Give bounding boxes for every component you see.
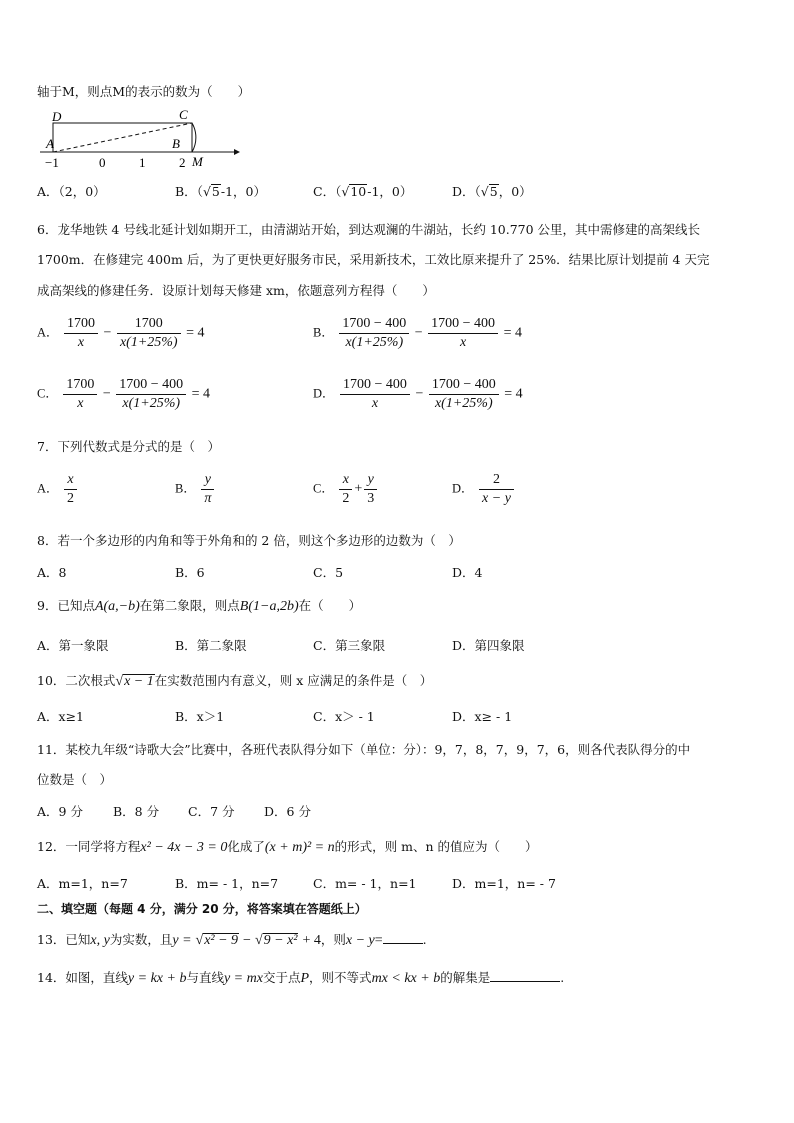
tick-2: 2 — [179, 155, 186, 170]
q11-option-a: A．9 分 — [37, 804, 83, 819]
label-A: A — [46, 136, 54, 151]
q9-stem: 9．已知点A(a,−b)在第二象限，则点B(1−a,2b)在（ ） — [37, 598, 362, 614]
q9-option-d: D．第四象限 — [452, 638, 525, 653]
q8-option-b: B．6 — [175, 565, 205, 580]
section-2-heading: 二、填空题（每题 4 分，满分 20 分，将答案填在答题纸上） — [37, 902, 367, 916]
q11-option-c: C．7 分 — [188, 804, 235, 819]
q5-option-b: B．（√5-1，0） — [175, 184, 267, 199]
tick-1: 1 — [139, 155, 146, 170]
q5-option-d: D．（√5，0） — [452, 184, 532, 199]
q7-option-a: A． $\frac{x}{2}$ — [37, 472, 79, 507]
q6-option-a: A． $\frac{1700}{x}$ − $\frac{1700}{x(1+25\%)}$ = 4 — [37, 316, 205, 350]
q7-option-c: C． $\frac{x}{2}$ + $\frac{y}{3}$ — [313, 472, 379, 507]
q12-stem: 12．一同学将方程x² − 4x − 3 = 0化成了(x + m)² = n的形式，则 m、n 的值应为（ ） — [37, 839, 538, 855]
label-M: M — [192, 154, 203, 169]
q14-answer-blank — [490, 981, 560, 982]
q6-option-d: D． $\frac{1700 - 400}{x}$ − $\frac{1700 - 400}{x(1+25\%)}$ = 4 — [313, 377, 523, 411]
q6-line-1: 6．龙华地铁 4 号线北延计划如期开工，由清湖站开始，到达观澜的牛湖站，长约 10.770 公里，其中需修建的高架线长 — [37, 222, 701, 237]
tick-neg1: −1 — [45, 155, 59, 170]
q12-option-c: C．m= - 1，n=1 — [313, 876, 417, 891]
q11-option-b: B．8 分 — [113, 804, 160, 819]
q10-option-a: A．x≥1 — [37, 709, 85, 724]
q11-line-2: 位数是（ ） — [37, 772, 113, 787]
q14-stem: 14．如图，直线y = kx + b与直线y = mx交于点P，则不等式mx < kx + b的解集是 . — [37, 970, 565, 986]
q10-option-b: B．x＞1 — [175, 709, 225, 724]
q9-option-b: B．第二象限 — [175, 638, 247, 653]
q9-option-c: C．第三象限 — [313, 638, 386, 653]
q8-option-a: A．8 — [37, 565, 67, 580]
q5-number-line-figure — [36, 106, 241, 170]
q13-stem: 13．已知x, y为实数，且y = √x² − 9 − √9 − x² + 4，则x − y= . — [37, 932, 427, 948]
label-C: C — [179, 107, 188, 122]
q12-option-d: D．m=1，n= - 7 — [452, 876, 556, 891]
q13-answer-blank — [383, 943, 423, 944]
q12-option-b: B．m= - 1，n=7 — [175, 876, 279, 891]
q5-option-a: A．（2，0） — [37, 184, 106, 199]
q11-line-1: 11．某校九年级“诗歌大会”比赛中，各班代表队得分如下（单位：分）：9，7，8，7，9，7，6，则各代表队得分的中 — [37, 742, 691, 757]
q8-stem: 8．若一个多边形的内角和等于外角和的 2 倍，则这个多边形的边数为（ ） — [37, 533, 461, 548]
q7-option-b: B． $\frac{y}{\pi}$ — [175, 472, 216, 507]
q7-option-d: D． $\frac{2}{x - y}$ — [452, 472, 516, 507]
q11-option-d: D．6 分 — [264, 804, 311, 819]
q10-option-d: D．x≥ - 1 — [452, 709, 513, 724]
q9-option-a: A．第一象限 — [37, 638, 109, 653]
q6-line-2: 1700m．在修建完 400m 后，为了更快更好服务市民，采用新技术，工效比原来提升了 25%．结果比原计划提前 4 天完 — [37, 252, 710, 267]
q6-option-b: B． $\frac{1700 - 400}{x(1+25\%)}$ − $\frac{1700 - 400}{x}$ = 4 — [313, 316, 522, 350]
tick-0: 0 — [99, 155, 106, 170]
label-D: D — [52, 109, 62, 124]
q5-option-c: C．（√10-1，0） — [313, 184, 413, 199]
label-B: B — [172, 136, 180, 151]
q6-option-c: C． $\frac{1700}{x}$ − $\frac{1700 - 400}{x(1+25\%)}$ = 4 — [37, 377, 211, 411]
q8-option-d: D．4 — [452, 565, 483, 580]
q7-stem: 7．下列代数式是分式的是（ ） — [37, 439, 220, 454]
q10-stem: 10．二次根式√x − 1在实数范围内有意义，则 x 应满足的条件是（ ） — [37, 673, 433, 689]
q8-option-c: C．5 — [313, 565, 344, 580]
q5-stem-tail: 轴于M，则点M的表示的数为（ ） — [37, 84, 251, 99]
q12-option-a: A．m=1，n=7 — [37, 876, 128, 891]
q10-option-c: C．x＞ - 1 — [313, 709, 375, 724]
q6-line-3: 成高架线的修建任务．设原计划每天修建 xm，依题意列方程得（ ） — [37, 283, 435, 298]
